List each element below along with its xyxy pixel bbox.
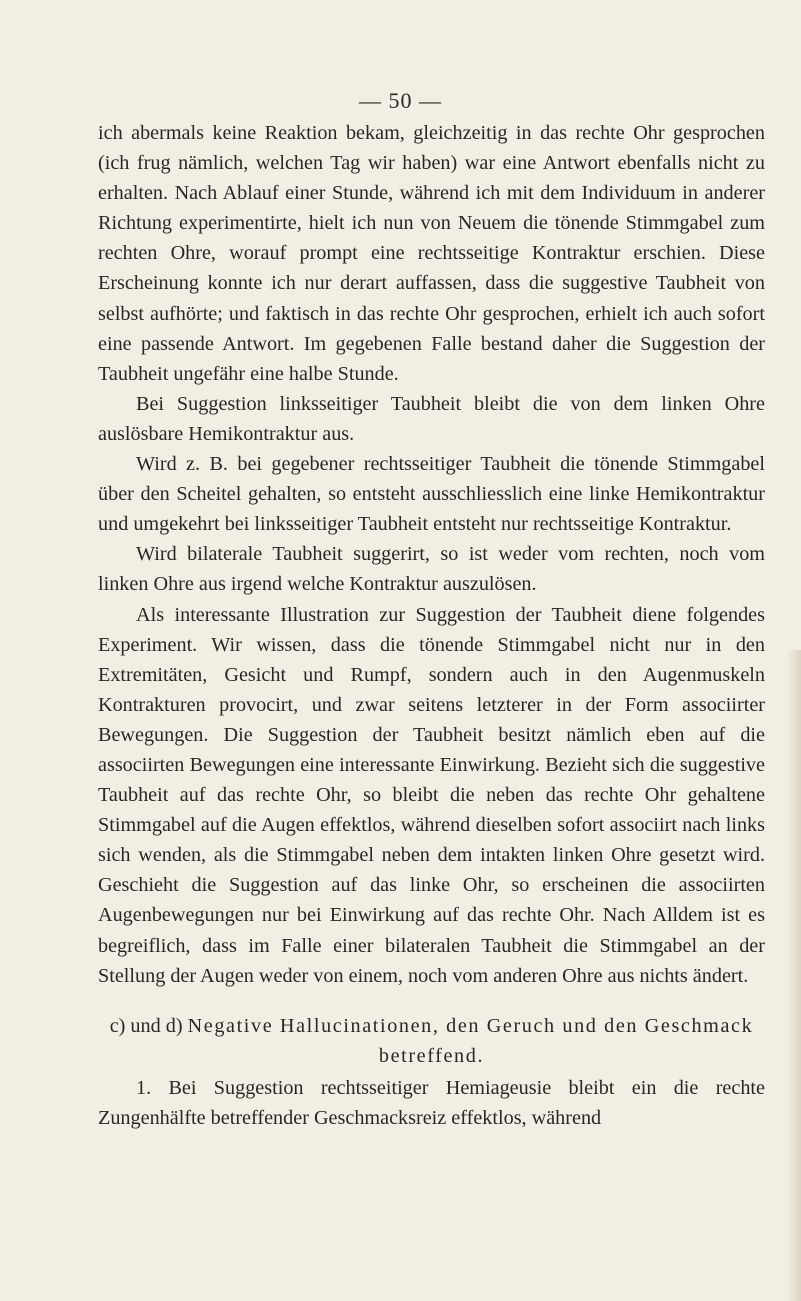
page-edge-shadow [787,650,801,1301]
paragraph-experiment: Als interessante Illustration zur Suggestion der Taubheit diene folgendes Experiment. Wir wissen, dass die tönende Stimmgabel nicht nur in den Extremitäten, Gesicht und Rumpf, sondern auch in den Augenmuskeln Kontrakturen provocirt, und zwar seitens letzterer in der Form associirter Bewegungen. Die Suggestion der Taubheit besitzt nämlich eben auf die associirten Bewegungen eine interessante Einwirkung. Bezieht sich die suggestive Taubheit auf das rechte Ohr, so bleibt die neben das rechte Ohr gehaltene Stimmgabel auf die Augen effektlos, während dieselben sofort associirt nach links sich wenden, als die Stimmgabel neben dem intakten linken Ohre gesetzt wird. Geschieht die Suggestion auf das linke Ohr, so erscheinen die associirten Augenbewegungen nur bei Einwirkung auf das rechte Ohr. Nach Alldem ist es begreiflich, dass im Falle einer bilateralen Taubheit die Stimmgabel an der Stellung der Augen weder von einem, noch vom anderen Ohre aus nichts ändert. [98,603,765,987]
body-text [98,118,765,1133]
page-number: — 50 — [359,88,442,113]
section-heading [98,1011,765,1071]
section-prefix: c) und d) [109,1014,183,1037]
paragraph-bilateral: Wird bilaterale Taubheit suggerirt, so ist weder vom rechten, noch vom linken Ohre aus irgend welche Kontraktur auszulösen. [98,543,765,596]
paragraph-continuation: ich abermals keine Reaktion bekam, gleichzeitig in das rechte Ohr gesprochen (ich frug nämlich, welchen Tag wir haben) war eine Antwort ebenfalls nicht zu erhalten. Nach Ablauf einer Stunde, während ich mit dem Individuum in anderer Richtung experimentirte, hielt ich nun von Neuem die tönende Stimmgabel zum rechten Ohre, worauf prompt eine rechtsseitige Kontraktur erschien. Diese Erscheinung konnte ich nur derart auffassen, dass die suggestive Taubheit von selbst aufhörte; und faktisch in das rechte Ohr gesprochen, erhielt ich auch sofort eine passende Antwort. Im gegebenen Falle bestand daher die Suggestion der Taubheit ungefähr eine halbe Stunde. [98,122,765,385]
paragraph-linksseitig: Bei Suggestion linksseitiger Taubheit bleibt die von dem linken Ohre auslösbare Hemikontraktur aus. [98,392,765,445]
section-title: Negative Hallucinationen, den Geruch und den Geschmack betreffend. [187,1014,754,1067]
paragraph-scheitel: Wird z. B. bei gegebener rechtsseitiger Taubheit die tönende Stimmgabel über den Scheitel gehalten, so entsteht ausschliesslich eine linke Hemikontraktur und umgekehrt bei linksseitiger Taubheit entsteht nur rechtsseitige Kontraktur. [98,453,765,536]
paragraph-hemiageusie: 1. Bei Suggestion rechtsseitiger Hemiageusie bleibt ein die rechte Zungenhälfte betreffender Geschmacksreiz effektlos, während [98,1076,765,1129]
